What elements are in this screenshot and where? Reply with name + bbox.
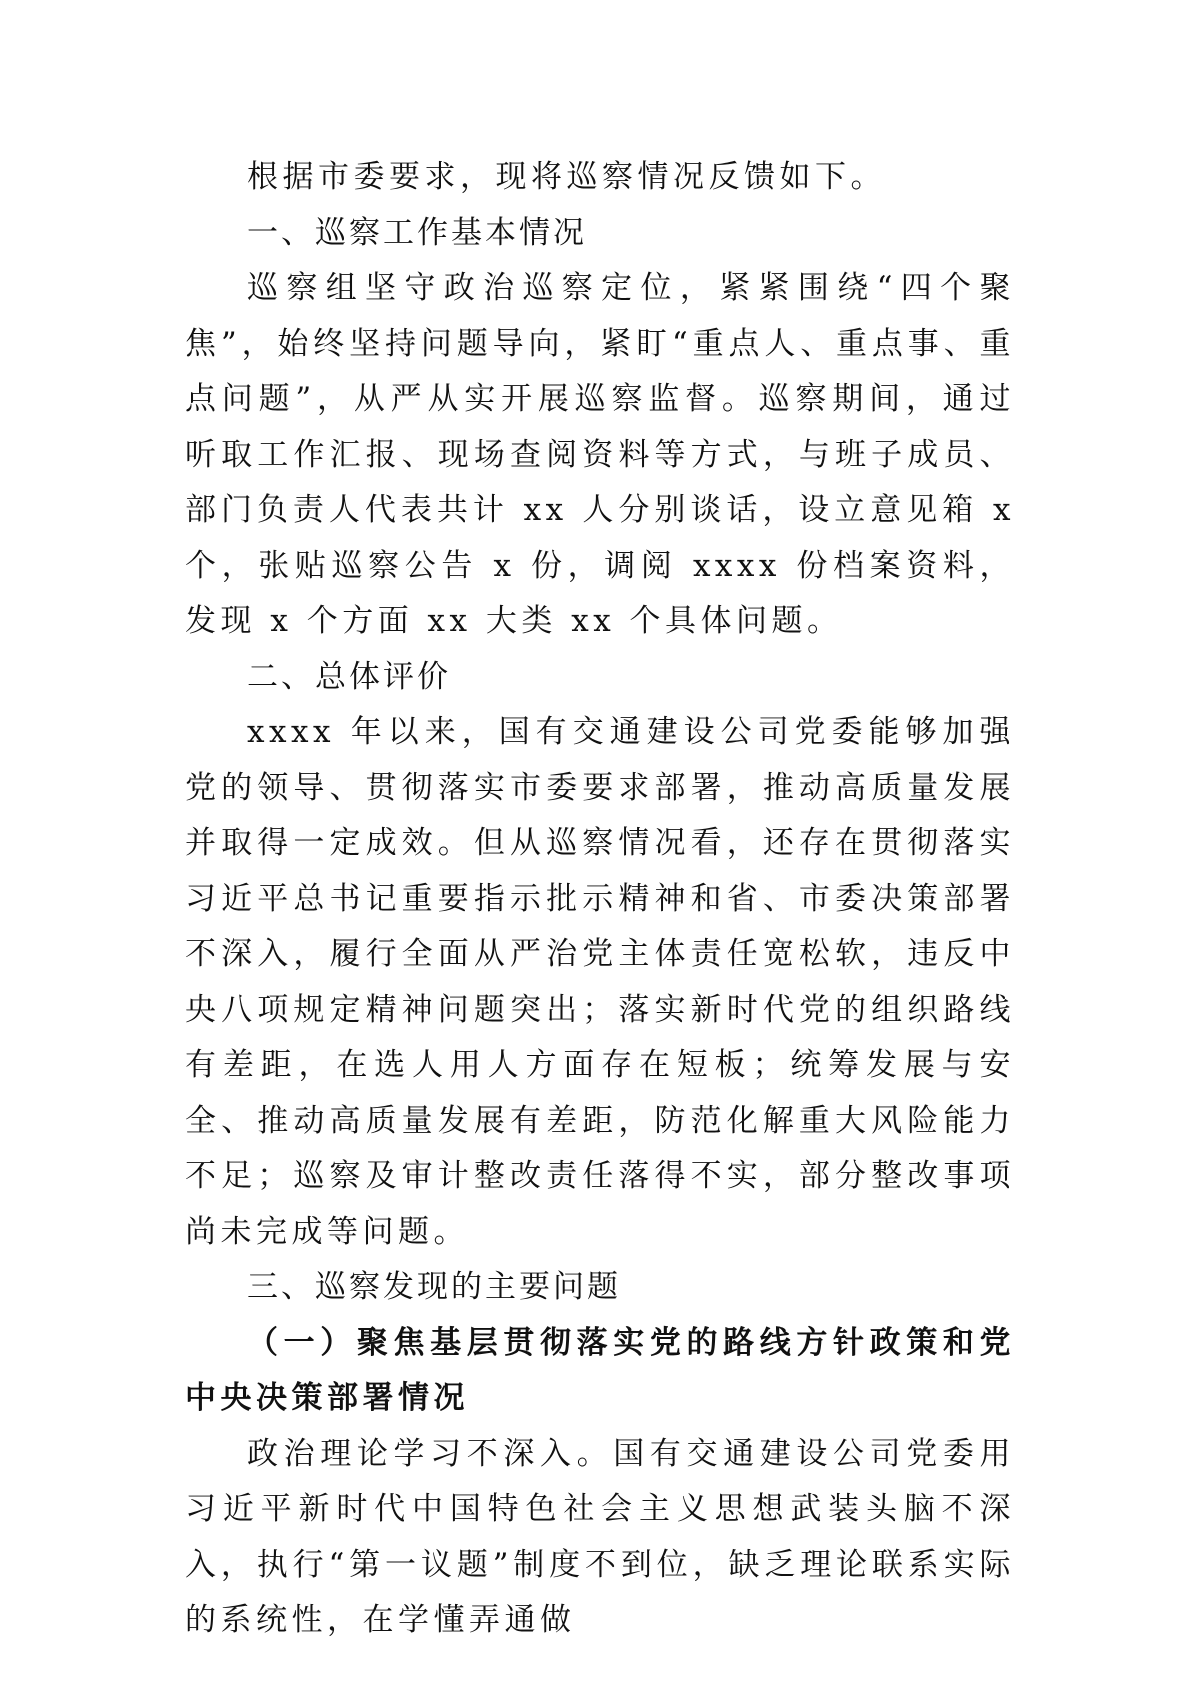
paragraph-intro: 根据市委要求，现将巡察情况反馈如下。 — [247, 159, 886, 195]
subheading-3-1: （一）聚焦基层贯彻落实党的路线方针政策和党中央决策部署情况 — [185, 1324, 1015, 1416]
heading-section-3: 三、巡察发现的主要问题 — [247, 1269, 621, 1305]
heading-section-2: 二、总体评价 — [247, 658, 451, 695]
heading-section-1: 一、巡察工作基本情况 — [247, 214, 587, 251]
paragraph-section-2: xxxx 年以来，国有交通建设公司党委能够加强党的领导、贯彻落实市委要求部署，推动高质量发展并取得一定成效。但从巡察情况看，还存在贯彻落实习近平总书记重要指示批示精神和省、市委决策部署不深入，履行全面从严治党主体责任宽松软，违反中央八项规定精神问题突出；落实新时代党的组织路线有差距，在选人用人方面存在短板；统筹发展与安全、推动高质量发展有差距，防范化解重大风险能力不足；巡察及审计整改责任落得不实，部分整改事项尚未完成等问题。 — [185, 714, 1015, 1250]
paragraph-section-1: 巡察组坚守政治巡察定位，紧紧围绕“四个聚焦”，始终坚持问题导向，紧盯“重点人、重点事、重点问题”，从严从实开展巡察监督。巡察期间，通过听取工作汇报、现场查阅资料等方式，与班子成员、部门负责人代表共计 xx 人分别谈话，设立意见箱 x 个，张贴巡察公告 x 份，调阅 xxxx 份档案资料，发现 x 个方面 xx 大类 xx 个具体问题。 — [185, 270, 1015, 639]
document-body — [185, 150, 1015, 1649]
paragraph-3-1: 政治理论学习不深入。国有交通建设公司党委用习近平新时代中国特色社会主义思想武装头脑不深入，执行“第一议题”制度不到位，缺乏理论联系实际的系统性，在学懂弄通做 — [185, 1435, 1015, 1638]
